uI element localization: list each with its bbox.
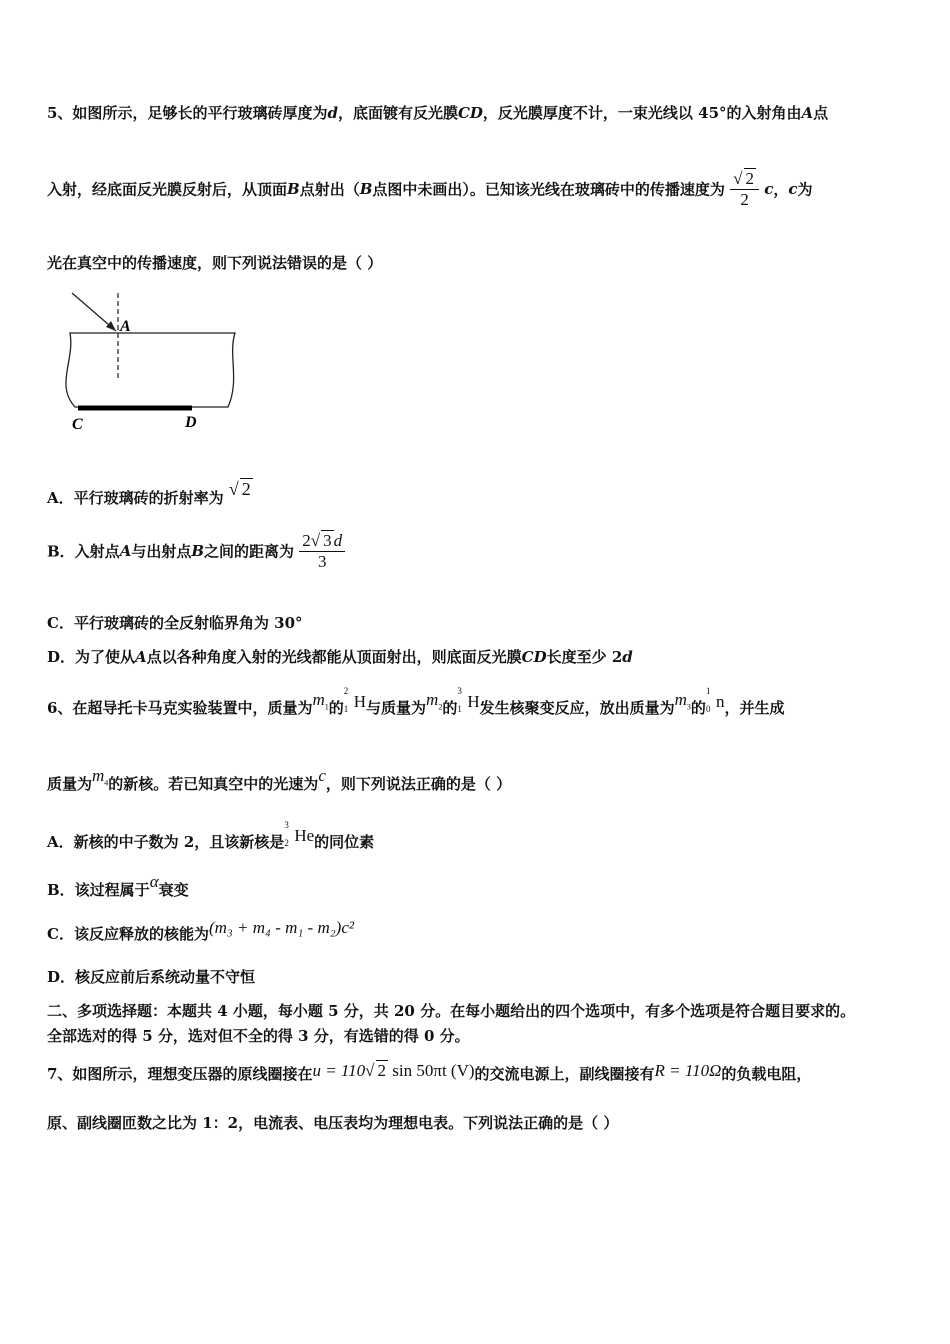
q7-line-2: 原、副线圈匝数之比为 1：2，电流表、电压表均为理想电表。下列说法正确的是（ ） (47, 1114, 619, 1132)
q5-option-b: B．入射点A与出射点B之间的距离为 $\frac{2√ 3 d}{3}$ (47, 530, 345, 572)
point-a-label: A (120, 318, 131, 335)
neutron-symbol: 1 0 n (705, 686, 725, 714)
q5-line-2: 入射，经底面反光膜反射后，从顶面B点射出（B点图中未画出）。已知该光线在玻璃砖中的传播速度为 $\frac{√ 2}{2}$ c，c为 (47, 169, 813, 209)
q6-line-2: 质量为$m_4$的新核。若已知真空中的光速为c，则下列说法正确的是（ ） (47, 766, 512, 793)
ray-arrowhead (106, 321, 116, 331)
resistance-formula: R = 110Ω (654, 1061, 722, 1080)
q6-option-a: A．新核的中子数为 2，且该新核是 3 2 He的同位素 (47, 820, 375, 851)
q5-option-d: D．为了使从A点以各种角度入射的光线都能从顶面射出，则底面反光膜CD长度至少 2d (47, 648, 633, 666)
voltage-formula: u = 110√ 2 sin 50πt (V) (312, 1061, 475, 1080)
deuterium-symbol: 2 1 H (343, 686, 367, 714)
q5-option-c: C．平行玻璃砖的全反射临界角为 30° (47, 614, 303, 632)
glass-brick-outline (66, 333, 235, 407)
q5-line-3: 光在真空中的传播速度，则下列说法错误的是（ ） (47, 254, 383, 272)
tritium-symbol: 3 1 H (457, 686, 480, 714)
section2-heading-line-2: 全部选对的得 5 分，选对但不全的得 3 分，有选错的得 0 分。 (47, 1027, 470, 1045)
q5-option-a: A．平行玻璃砖的折射率为 √ 2 (47, 479, 251, 507)
q5-line-1: 5、如图所示，足够长的平行玻璃砖厚度为d，底面镀有反光膜CD，反光膜厚度不计，一束光线以 45°的入射角由A点 (47, 104, 829, 122)
point-c-label: C (72, 416, 83, 433)
helium-symbol: 3 2 He (284, 820, 315, 848)
binding-energy-formula: (m₃ + m₄ - m₁ - m₂)c² (208, 918, 354, 937)
q5-speed-fraction: $\frac{√ 2}{2}$ (730, 168, 759, 210)
q6-option-c: C．该反应释放的核能为(m₃ + m₄ - m₁ - m₂)c² (47, 918, 354, 943)
point-d-label: D (185, 414, 197, 431)
q6-line-1: 6、在超导托卡马克实验装置中，质量为$m_1$的 2 1 H与质量为$m_2$的 3 1 H发生核聚变反应，放出质量为$m_3$的 1 0 n，并生成 (47, 686, 785, 717)
q5-distance-fraction: $\frac{2√ 3 d}{3}$ (299, 530, 345, 572)
q7-line-1: 7、如图所示，理想变压器的原线圈接在u = 110√ 2 sin 50πt (V)的交流电源上，副线圈接有R = 110Ω的负载电阻， (47, 1061, 812, 1083)
q6-option-b: B．该过程属于α衰变 (47, 872, 189, 899)
glass-brick-figure (50, 285, 250, 435)
section2-heading-line-1: 二、多项选择题：本题共 4 小题，每小题 5 分，共 20 分。在每小题给出的四个选项中，有多个选项是符合题目要求的。 (47, 1002, 856, 1020)
q6-option-d: D．核反应前后系统动量不守恒 (47, 968, 256, 986)
